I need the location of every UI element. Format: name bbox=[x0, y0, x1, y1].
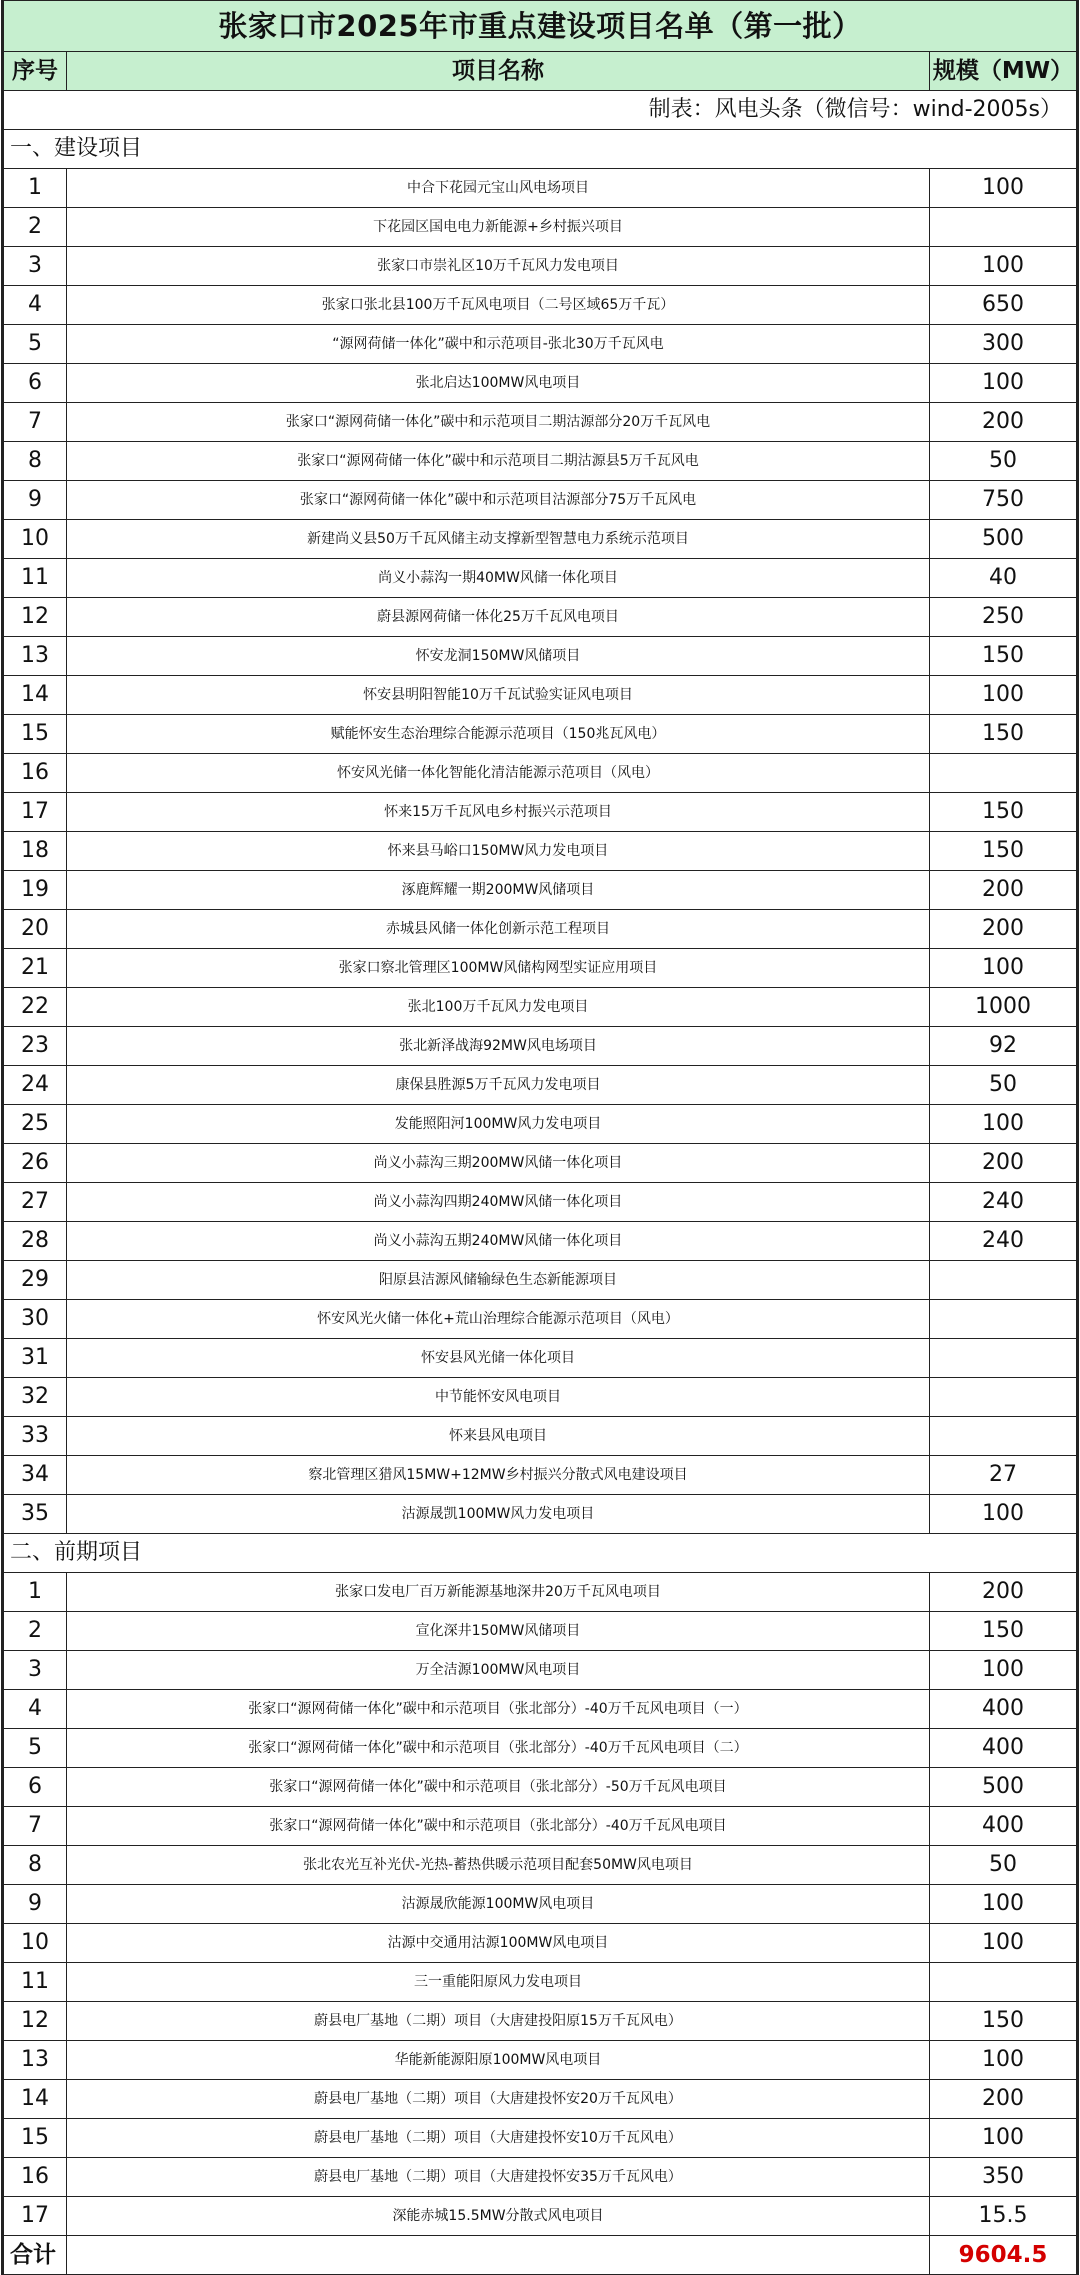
project-scale: 200 bbox=[929, 871, 1076, 910]
project-scale: 50 bbox=[929, 1066, 1076, 1105]
project-scale: 200 bbox=[929, 1144, 1076, 1183]
project-name: 张家口察北管理区100MW风储构网型实证应用项目 bbox=[67, 949, 930, 988]
table-row bbox=[4, 1612, 1077, 1651]
project-scale: 100 bbox=[929, 169, 1076, 208]
project-name: 尚义小蒜沟四期240MW风储一体化项目 bbox=[67, 1183, 930, 1222]
table-row bbox=[4, 2119, 1077, 2158]
project-scale: 400 bbox=[929, 1729, 1076, 1768]
project-scale bbox=[929, 1339, 1076, 1378]
project-name: 新建尚义县50万千瓦风储主动支撑新型智慧电力系统示范项目 bbox=[67, 520, 930, 559]
project-name: 万全洁源100MW风电项目 bbox=[67, 1651, 930, 1690]
row-number: 34 bbox=[4, 1456, 67, 1495]
table-row bbox=[4, 2041, 1077, 2080]
project-name: 蔚县电厂基地（二期）项目（大唐建投阳原15万千瓦风电） bbox=[67, 2002, 930, 2041]
row-number: 10 bbox=[4, 1924, 67, 1963]
project-scale bbox=[929, 1300, 1076, 1339]
row-number: 17 bbox=[4, 793, 67, 832]
project-scale: 100 bbox=[929, 2041, 1076, 2080]
total-label: 合计 bbox=[4, 2236, 67, 2275]
table-row bbox=[4, 559, 1077, 598]
table-row bbox=[4, 832, 1077, 871]
row-number: 8 bbox=[4, 442, 67, 481]
project-name: 涿鹿辉耀一期200MW风储项目 bbox=[67, 871, 930, 910]
project-scale: 200 bbox=[929, 2080, 1076, 2119]
project-name: 中节能怀安风电项目 bbox=[67, 1378, 930, 1417]
project-name: 发能照阳河100MW风力发电项目 bbox=[67, 1105, 930, 1144]
table-row bbox=[4, 247, 1077, 286]
row-number: 28 bbox=[4, 1222, 67, 1261]
table-row bbox=[4, 598, 1077, 637]
project-name: 张北100万千瓦风力发电项目 bbox=[67, 988, 930, 1027]
project-scale bbox=[929, 1261, 1076, 1300]
project-name: 康保县胜源5万千瓦风力发电项目 bbox=[67, 1066, 930, 1105]
table-row bbox=[4, 949, 1077, 988]
project-scale: 100 bbox=[929, 1885, 1076, 1924]
table-row bbox=[4, 1105, 1077, 1144]
section-row bbox=[4, 130, 1077, 169]
row-number: 5 bbox=[4, 325, 67, 364]
table-row bbox=[4, 637, 1077, 676]
project-scale: 100 bbox=[929, 364, 1076, 403]
row-number: 19 bbox=[4, 871, 67, 910]
project-scale: 100 bbox=[929, 1495, 1076, 1534]
row-number: 15 bbox=[4, 715, 67, 754]
project-name: 尚义小蒜沟三期200MW风储一体化项目 bbox=[67, 1144, 930, 1183]
project-name: 沽源晟欣能源100MW风电项目 bbox=[67, 1885, 930, 1924]
project-scale: 150 bbox=[929, 2002, 1076, 2041]
row-number: 6 bbox=[4, 364, 67, 403]
table-row bbox=[4, 793, 1077, 832]
table-row bbox=[4, 1495, 1077, 1534]
table-row bbox=[4, 871, 1077, 910]
project-name: 怀安县明阳智能10万千瓦试验实证风电项目 bbox=[67, 676, 930, 715]
title-row bbox=[4, 1, 1077, 52]
row-number: 14 bbox=[4, 2080, 67, 2119]
project-name: 怀安风光火储一体化+荒山治理综合能源示范项目（风电） bbox=[67, 1300, 930, 1339]
row-number: 16 bbox=[4, 754, 67, 793]
project-name: 怀来县风电项目 bbox=[67, 1417, 930, 1456]
project-name: 张家口“源网荷储一体化”碳中和示范项目沽源部分75万千瓦风电 bbox=[67, 481, 930, 520]
row-number: 6 bbox=[4, 1768, 67, 1807]
row-number: 8 bbox=[4, 1846, 67, 1885]
project-scale bbox=[929, 1963, 1076, 2002]
project-name: 尚义小蒜沟一期40MW风储一体化项目 bbox=[67, 559, 930, 598]
row-number: 23 bbox=[4, 1027, 67, 1066]
table-row bbox=[4, 1378, 1077, 1417]
table-row bbox=[4, 1027, 1077, 1066]
table-row bbox=[4, 1339, 1077, 1378]
table-row bbox=[4, 1768, 1077, 1807]
table-row bbox=[4, 715, 1077, 754]
table-row bbox=[4, 1924, 1077, 1963]
section-title: 二、前期项目 bbox=[4, 1534, 1077, 1573]
project-scale: 40 bbox=[929, 559, 1076, 598]
project-name: 下花园区国电电力新能源+乡村振兴项目 bbox=[67, 208, 930, 247]
row-number: 26 bbox=[4, 1144, 67, 1183]
project-name: 张北启达100MW风电项目 bbox=[67, 364, 930, 403]
project-name: 张家口发电厂百万新能源基地深井20万千瓦风电项目 bbox=[67, 1573, 930, 1612]
row-number: 3 bbox=[4, 247, 67, 286]
table-row bbox=[4, 1573, 1077, 1612]
section-row bbox=[4, 1534, 1077, 1573]
table-row bbox=[4, 676, 1077, 715]
row-number: 7 bbox=[4, 1807, 67, 1846]
table-row bbox=[4, 286, 1077, 325]
project-scale: 150 bbox=[929, 793, 1076, 832]
project-name: 张家口“源网荷储一体化”碳中和示范项目二期沽源部分20万千瓦风电 bbox=[67, 403, 930, 442]
row-number: 15 bbox=[4, 2119, 67, 2158]
row-number: 24 bbox=[4, 1066, 67, 1105]
table-title: 张家口市2025年市重点建设项目名单（第一批） bbox=[4, 1, 1077, 52]
table-row bbox=[4, 1456, 1077, 1495]
table-row bbox=[4, 1066, 1077, 1105]
project-name: 张家口“源网荷储一体化”碳中和示范项目（张北部分）-40万千瓦风电项目 bbox=[67, 1807, 930, 1846]
project-scale: 15.5 bbox=[929, 2197, 1076, 2236]
row-number: 10 bbox=[4, 520, 67, 559]
section-title: 一、建设项目 bbox=[4, 130, 1077, 169]
row-number: 14 bbox=[4, 676, 67, 715]
project-scale: 240 bbox=[929, 1222, 1076, 1261]
project-scale: 400 bbox=[929, 1690, 1076, 1729]
project-name: 华能新能源阳原100MW风电项目 bbox=[67, 2041, 930, 2080]
table-row bbox=[4, 208, 1077, 247]
row-number: 11 bbox=[4, 1963, 67, 2002]
project-name: 怀安县风光储一体化项目 bbox=[67, 1339, 930, 1378]
table-row bbox=[4, 169, 1077, 208]
table-row bbox=[4, 1651, 1077, 1690]
table-row bbox=[4, 481, 1077, 520]
project-name: 张家口“源网荷储一体化”碳中和示范项目（张北部分）-40万千瓦风电项目（二） bbox=[67, 1729, 930, 1768]
row-number: 18 bbox=[4, 832, 67, 871]
row-number: 25 bbox=[4, 1105, 67, 1144]
project-name: 张家口张北县100万千瓦风电项目（二号区域65万千瓦） bbox=[67, 286, 930, 325]
row-number: 9 bbox=[4, 1885, 67, 1924]
row-number: 13 bbox=[4, 2041, 67, 2080]
row-number: 11 bbox=[4, 559, 67, 598]
row-number: 17 bbox=[4, 2197, 67, 2236]
project-scale bbox=[929, 1378, 1076, 1417]
project-scale bbox=[929, 1417, 1076, 1456]
table-row bbox=[4, 754, 1077, 793]
project-scale: 50 bbox=[929, 1846, 1076, 1885]
header-scale: 规模（MW） bbox=[929, 52, 1076, 91]
table-row bbox=[4, 2080, 1077, 2119]
project-name: 赋能怀安生态治理综合能源示范项目（150兆瓦风电） bbox=[67, 715, 930, 754]
project-name: 沽源中交通用沽源100MW风电项目 bbox=[67, 1924, 930, 1963]
project-scale: 300 bbox=[929, 325, 1076, 364]
row-number: 5 bbox=[4, 1729, 67, 1768]
project-scale: 200 bbox=[929, 910, 1076, 949]
project-name: 张北农光互补光伏-光热-蓄热供暖示范项目配套50MW风电项目 bbox=[67, 1846, 930, 1885]
project-name: 中合下花园元宝山风电场项目 bbox=[67, 169, 930, 208]
table-row bbox=[4, 2002, 1077, 2041]
row-number: 7 bbox=[4, 403, 67, 442]
project-scale: 350 bbox=[929, 2158, 1076, 2197]
project-name: 深能赤城15.5MW分散式风电项目 bbox=[67, 2197, 930, 2236]
project-scale: 50 bbox=[929, 442, 1076, 481]
table-row bbox=[4, 520, 1077, 559]
row-number: 4 bbox=[4, 286, 67, 325]
project-table bbox=[3, 0, 1077, 2275]
row-number: 3 bbox=[4, 1651, 67, 1690]
row-number: 22 bbox=[4, 988, 67, 1027]
table-note: 制表：风电头条（微信号：wind-2005s） bbox=[4, 91, 1077, 130]
project-scale: 650 bbox=[929, 286, 1076, 325]
project-scale: 27 bbox=[929, 1456, 1076, 1495]
project-name: 沽源晟凯100MW风力发电项目 bbox=[67, 1495, 930, 1534]
row-number: 12 bbox=[4, 598, 67, 637]
project-scale: 150 bbox=[929, 1612, 1076, 1651]
table-row bbox=[4, 2158, 1077, 2197]
project-scale: 100 bbox=[929, 1924, 1076, 1963]
table-row bbox=[4, 1963, 1077, 2002]
project-scale: 150 bbox=[929, 715, 1076, 754]
row-number: 20 bbox=[4, 910, 67, 949]
row-number: 2 bbox=[4, 1612, 67, 1651]
table-row bbox=[4, 2197, 1077, 2236]
project-name: 察北管理区猎风15MW+12MW乡村振兴分散式风电建设项目 bbox=[67, 1456, 930, 1495]
header-row bbox=[4, 52, 1077, 91]
row-number: 32 bbox=[4, 1378, 67, 1417]
project-scale: 92 bbox=[929, 1027, 1076, 1066]
table-row bbox=[4, 1261, 1077, 1300]
project-scale: 200 bbox=[929, 403, 1076, 442]
total-value: 9604.5 bbox=[929, 2236, 1076, 2275]
table-row bbox=[4, 442, 1077, 481]
project-scale: 150 bbox=[929, 832, 1076, 871]
project-name: 怀来县马峪口150MW风力发电项目 bbox=[67, 832, 930, 871]
project-name: 张北新泽战海92MW风电场项目 bbox=[67, 1027, 930, 1066]
row-number: 1 bbox=[4, 169, 67, 208]
project-scale: 100 bbox=[929, 2119, 1076, 2158]
project-name: 蔚县电厂基地（二期）项目（大唐建投怀安20万千瓦风电） bbox=[67, 2080, 930, 2119]
project-scale bbox=[929, 208, 1076, 247]
row-number: 2 bbox=[4, 208, 67, 247]
table-row bbox=[4, 1885, 1077, 1924]
row-number: 33 bbox=[4, 1417, 67, 1456]
project-scale: 750 bbox=[929, 481, 1076, 520]
project-scale bbox=[929, 754, 1076, 793]
project-name: 张家口市崇礼区10万千瓦风力发电项目 bbox=[67, 247, 930, 286]
project-name: 张家口“源网荷储一体化”碳中和示范项目二期沽源县5万千瓦风电 bbox=[67, 442, 930, 481]
table-row bbox=[4, 1183, 1077, 1222]
table-row bbox=[4, 988, 1077, 1027]
table-row bbox=[4, 1729, 1077, 1768]
project-scale: 400 bbox=[929, 1807, 1076, 1846]
project-name: 宣化深井150MW风储项目 bbox=[67, 1612, 930, 1651]
table-row bbox=[4, 1846, 1077, 1885]
project-scale: 100 bbox=[929, 949, 1076, 988]
project-scale: 1000 bbox=[929, 988, 1076, 1027]
project-name: 阳原县洁源风储输绿色生态新能源项目 bbox=[67, 1261, 930, 1300]
table-row bbox=[4, 1300, 1077, 1339]
project-name: 蔚县电厂基地（二期）项目（大唐建投怀安10万千瓦风电） bbox=[67, 2119, 930, 2158]
header-no: 序号 bbox=[4, 52, 67, 91]
project-name: “源网荷储一体化”碳中和示范项目-张北30万千瓦风电 bbox=[67, 325, 930, 364]
row-number: 29 bbox=[4, 1261, 67, 1300]
project-name: 蔚县源网荷储一体化25万千瓦风电项目 bbox=[67, 598, 930, 637]
table-row bbox=[4, 1807, 1077, 1846]
project-name: 怀安风光储一体化智能化清洁能源示范项目（风电） bbox=[67, 754, 930, 793]
project-name: 三一重能阳原风力发电项目 bbox=[67, 1963, 930, 2002]
row-number: 21 bbox=[4, 949, 67, 988]
project-name: 蔚县电厂基地（二期）项目（大唐建投怀安35万千瓦风电） bbox=[67, 2158, 930, 2197]
table-row bbox=[4, 910, 1077, 949]
table-row bbox=[4, 1690, 1077, 1729]
project-name: 张家口“源网荷储一体化”碳中和示范项目（张北部分）-50万千瓦风电项目 bbox=[67, 1768, 930, 1807]
row-number: 13 bbox=[4, 637, 67, 676]
project-scale: 100 bbox=[929, 1105, 1076, 1144]
row-number: 9 bbox=[4, 481, 67, 520]
row-number: 1 bbox=[4, 1573, 67, 1612]
table-row bbox=[4, 1144, 1077, 1183]
project-scale: 100 bbox=[929, 247, 1076, 286]
table-row bbox=[4, 1417, 1077, 1456]
table-row bbox=[4, 1222, 1077, 1261]
row-number: 31 bbox=[4, 1339, 67, 1378]
row-number: 30 bbox=[4, 1300, 67, 1339]
row-number: 4 bbox=[4, 1690, 67, 1729]
project-scale: 100 bbox=[929, 1651, 1076, 1690]
table-row bbox=[4, 403, 1077, 442]
project-table-sheet bbox=[1, 0, 1079, 2275]
project-scale: 150 bbox=[929, 637, 1076, 676]
project-scale: 500 bbox=[929, 1768, 1076, 1807]
project-name: 怀安龙洞150MW风储项目 bbox=[67, 637, 930, 676]
note-row bbox=[4, 91, 1077, 130]
row-number: 12 bbox=[4, 2002, 67, 2041]
project-name: 怀来15万千瓦风电乡村振兴示范项目 bbox=[67, 793, 930, 832]
header-name: 项目名称 bbox=[67, 52, 930, 91]
project-scale: 100 bbox=[929, 676, 1076, 715]
project-scale: 240 bbox=[929, 1183, 1076, 1222]
row-number: 35 bbox=[4, 1495, 67, 1534]
project-scale: 500 bbox=[929, 520, 1076, 559]
row-number: 16 bbox=[4, 2158, 67, 2197]
project-name: 赤城县风储一体化创新示范工程项目 bbox=[67, 910, 930, 949]
row-number: 27 bbox=[4, 1183, 67, 1222]
project-scale: 200 bbox=[929, 1573, 1076, 1612]
table-row bbox=[4, 325, 1077, 364]
project-name: 张家口“源网荷储一体化”碳中和示范项目（张北部分）-40万千瓦风电项目（一） bbox=[67, 1690, 930, 1729]
project-scale: 250 bbox=[929, 598, 1076, 637]
table-row bbox=[4, 364, 1077, 403]
project-name: 尚义小蒜沟五期240MW风储一体化项目 bbox=[67, 1222, 930, 1261]
